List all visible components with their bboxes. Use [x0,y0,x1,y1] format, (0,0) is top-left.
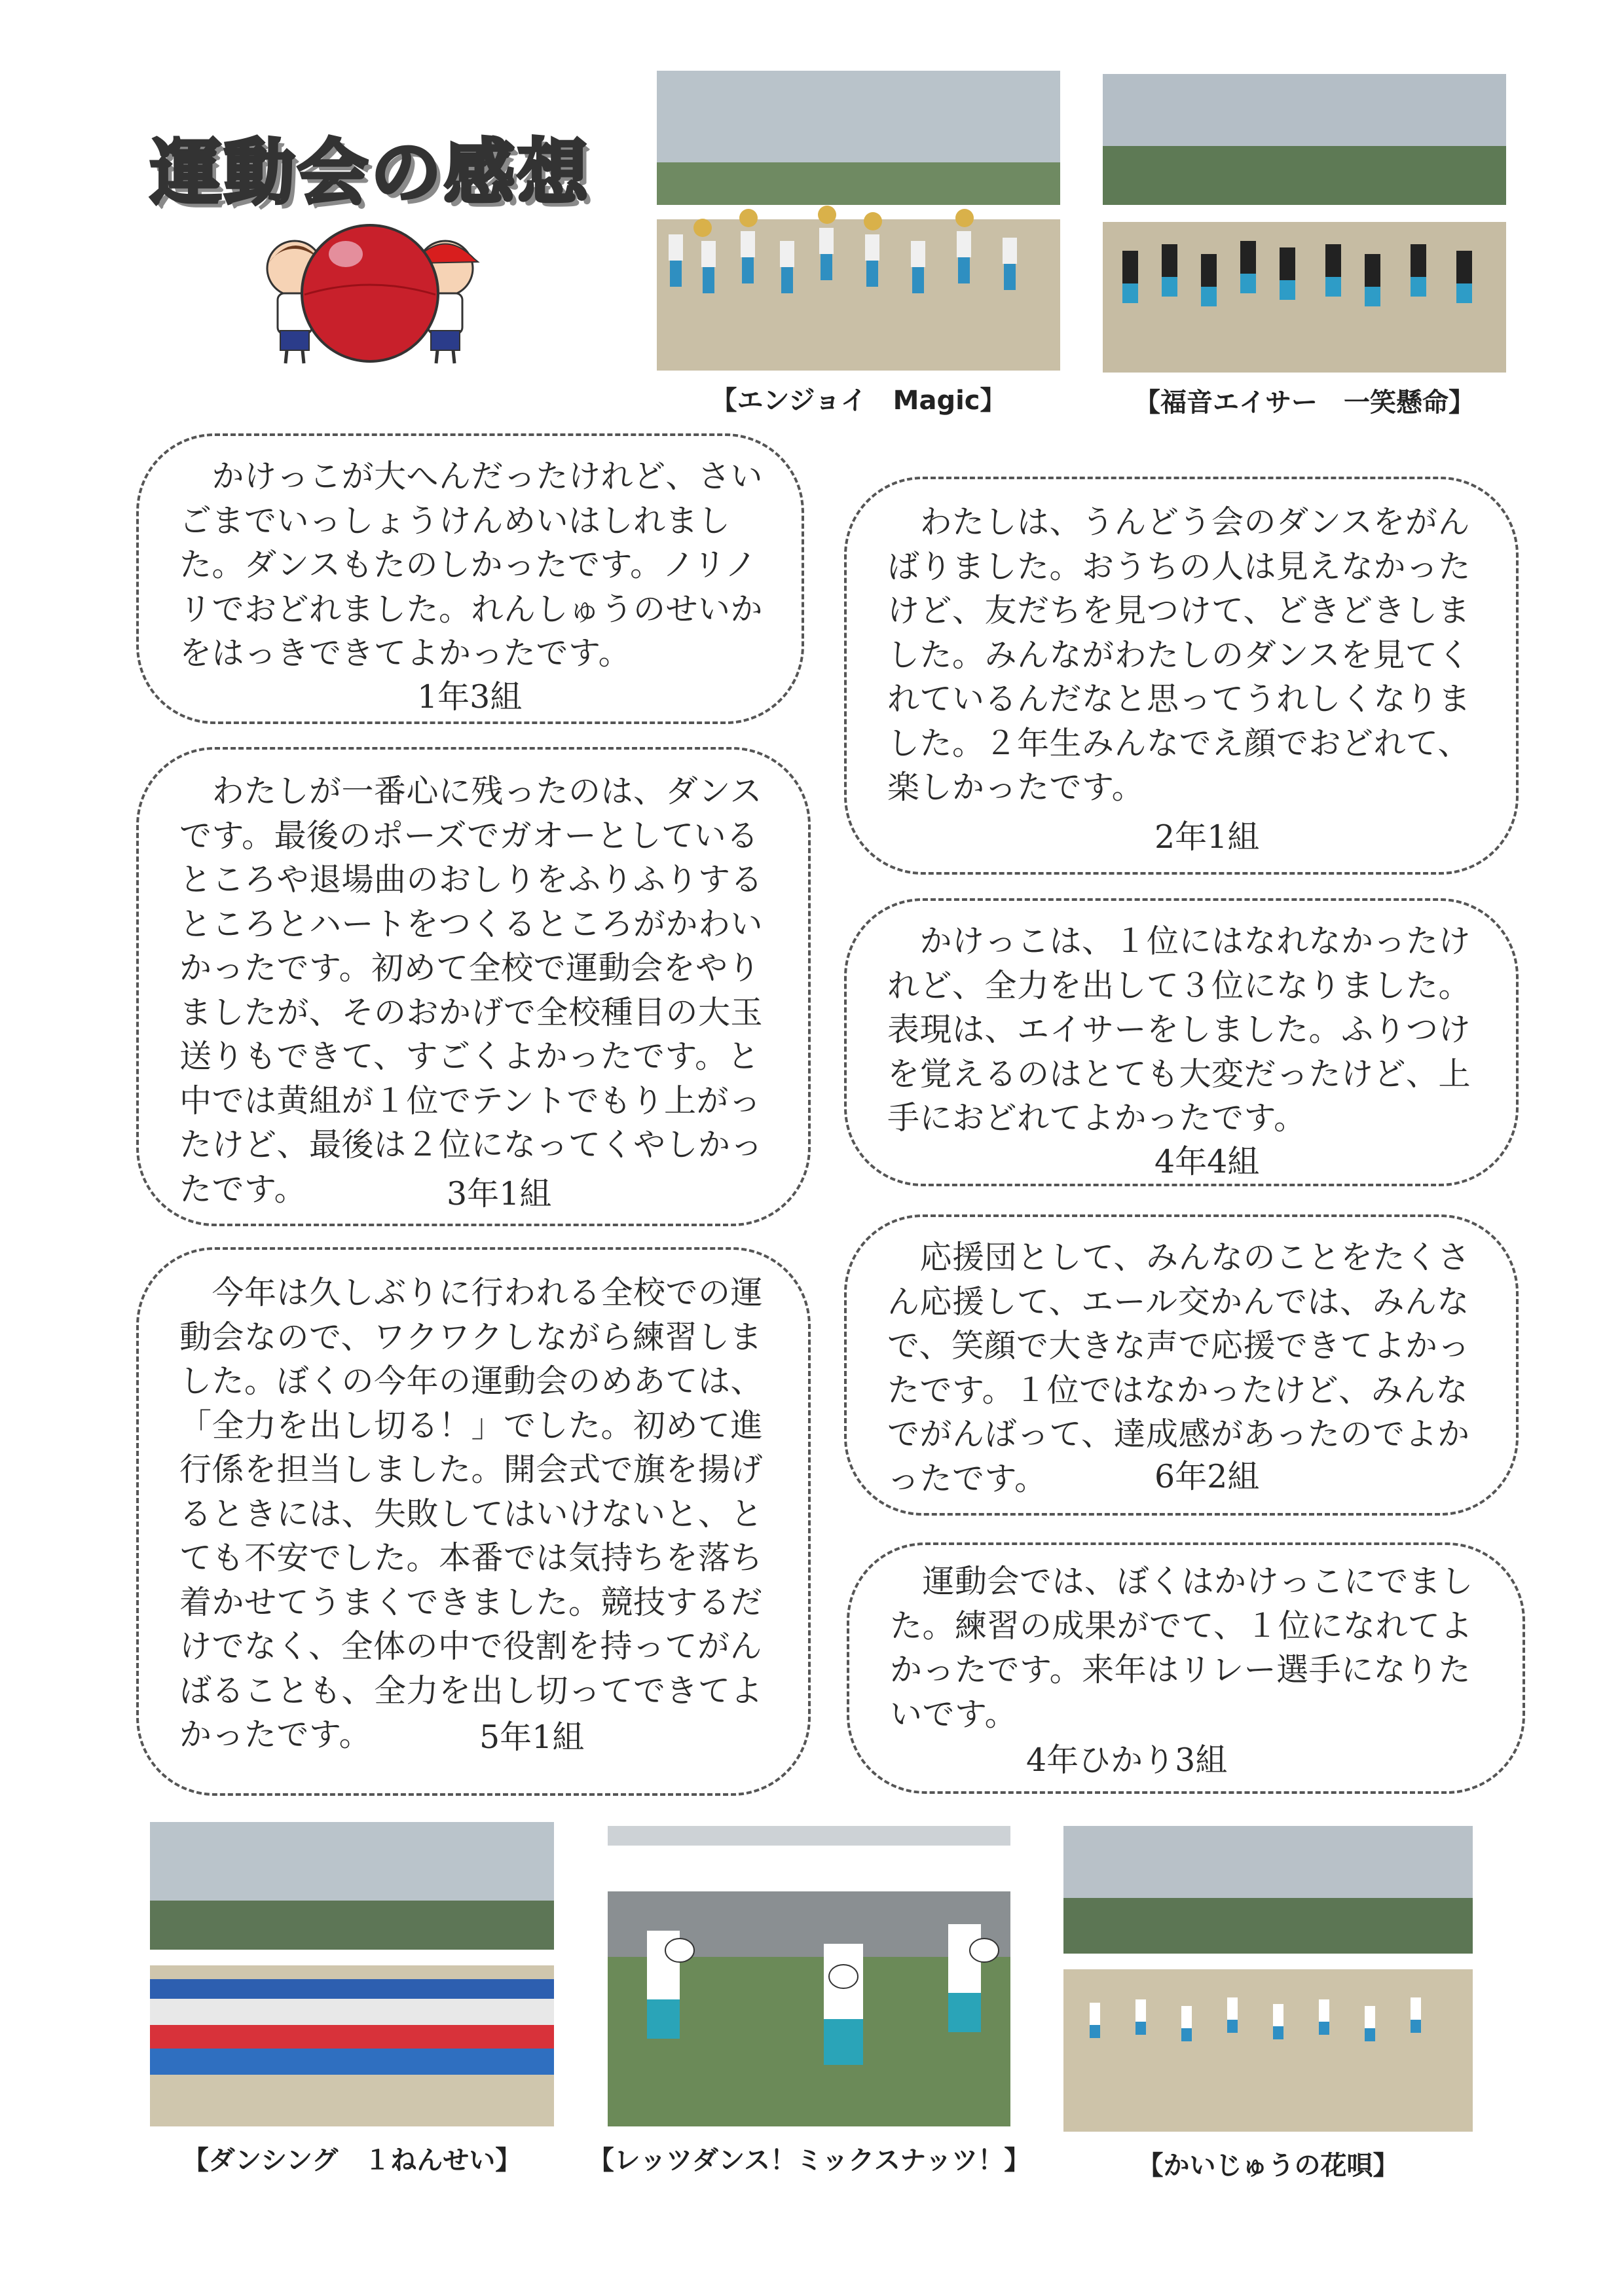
caption-enjoy-magic: 【エンジョイ Magic】 [710,386,1006,416]
comment-text: かけっこは、１位にはなれなかったけれど、全力を出して３位になりました。表現は、エイサーをしました。ふりつけを覚えるのはとても大変だったけど、上手におどれてよかったです。 [887,922,1471,1137]
caption-kaijuu-no-hanauta: 【かいじゅうの花唄】 [1137,2151,1399,2181]
photo-fukuin-eisa [1103,74,1506,373]
photo-enjoy-magic [657,71,1060,371]
comment-box-4nen-4kumi [844,898,1519,1186]
class-label: 5年1組 [479,1719,585,1756]
class-label: 4年ひかり3組 [1026,1741,1228,1779]
caption-fukuin-eisa: 【福音エイサー 一笑懸命】 [1134,388,1475,418]
kids-with-ball-illustration [255,223,485,367]
photo-kaijuu-no-hanauta [1063,1826,1473,2132]
comment-box-6nen-2kumi [844,1214,1519,1516]
comment-box-4nen-hikari-3kumi [847,1542,1525,1794]
page-title: 運動会の感想 [151,132,591,214]
comment-text: わたしが一番心に残ったのは、ダンスです。最後のポーズでガオーとしているところや退場曲のおしりをふりふりするところとハートをつくるところがかわいかったです。初めて全校で運動会をやりましたが、そのおかげで全校種目の大玉送りもできて、すごくよかったです。と中では黄組が１位でテントでもり上がったけど、最後は２位になってくやしかったです。 [179,773,764,1208]
comment-box-5nen-1kumi [136,1247,811,1796]
class-label: 2年1組 [1154,818,1260,856]
class-label: 3年1組 [447,1175,552,1212]
comment-text: かけっこが大へんだったけれど、さいごまでいっしょうけんめいはしれました。ダンスもたのしかったです。ノリノリでおどれました。れんしゅうのせいかをはっきできてよかったです。 [179,458,764,672]
class-label: 6年2組 [1154,1458,1260,1495]
comment-box-2nen-1kumi [844,477,1519,875]
comment-box-1nen-3kumi [136,433,804,724]
caption-dancing-1nensei: 【ダンシング １ねんせい】 [182,2145,522,2176]
class-label: 1年3組 [417,678,523,716]
photo-lets-dance-mixnuts [608,1826,1010,2126]
class-label: 4年4組 [1154,1143,1260,1180]
photo-dancing-1nensei [150,1822,554,2126]
comment-text: わたしは、うんどう会のダンスをがんばりました。おうちの人は見えなかったけど、友だちを見つけて、どきどきしました。みんながわたしのダンスを見てくれているんだなと思ってうれしくなりました。２年生みんなでえ顔でおどれて、楽しかったです。 [887,503,1471,806]
comment-box-3nen-1kumi [136,747,811,1226]
caption-lets-dance-mixnuts: 【レッツダンス！ミックスナッツ！】 [587,2145,1031,2176]
comment-text: 今年は久しぶりに行われる全校での運動会なので、ワクワクしながら練習しました。ぼくの今年の運動会のめあては、「全力を出し切る！」でした。初めて進行係を担当しました。開会式で旗を揚げるときには、失敗してはいけないと、とても不安でした。本番では気持ちを落ち着かせてうまくできました。競技するだけでなく、全体の中で役割を持ってがんばることも、全力を出し切ってできてよかったです。 [179,1274,764,1753]
comment-text: 運動会では、ぼくはかけっこにでました。練習の成果がでて、１位になれてよかったです。来年はリレー選手になりたいです。 [890,1563,1474,1733]
comment-text: 応援団として、みんなのことをたくさん応援して、エール交かんでは、みんなで、笑顔で大きな声で応援できてよかったです。１位ではなかったけど、みんなでがんばって、達成感があったのでよかったです。 [887,1239,1471,1497]
